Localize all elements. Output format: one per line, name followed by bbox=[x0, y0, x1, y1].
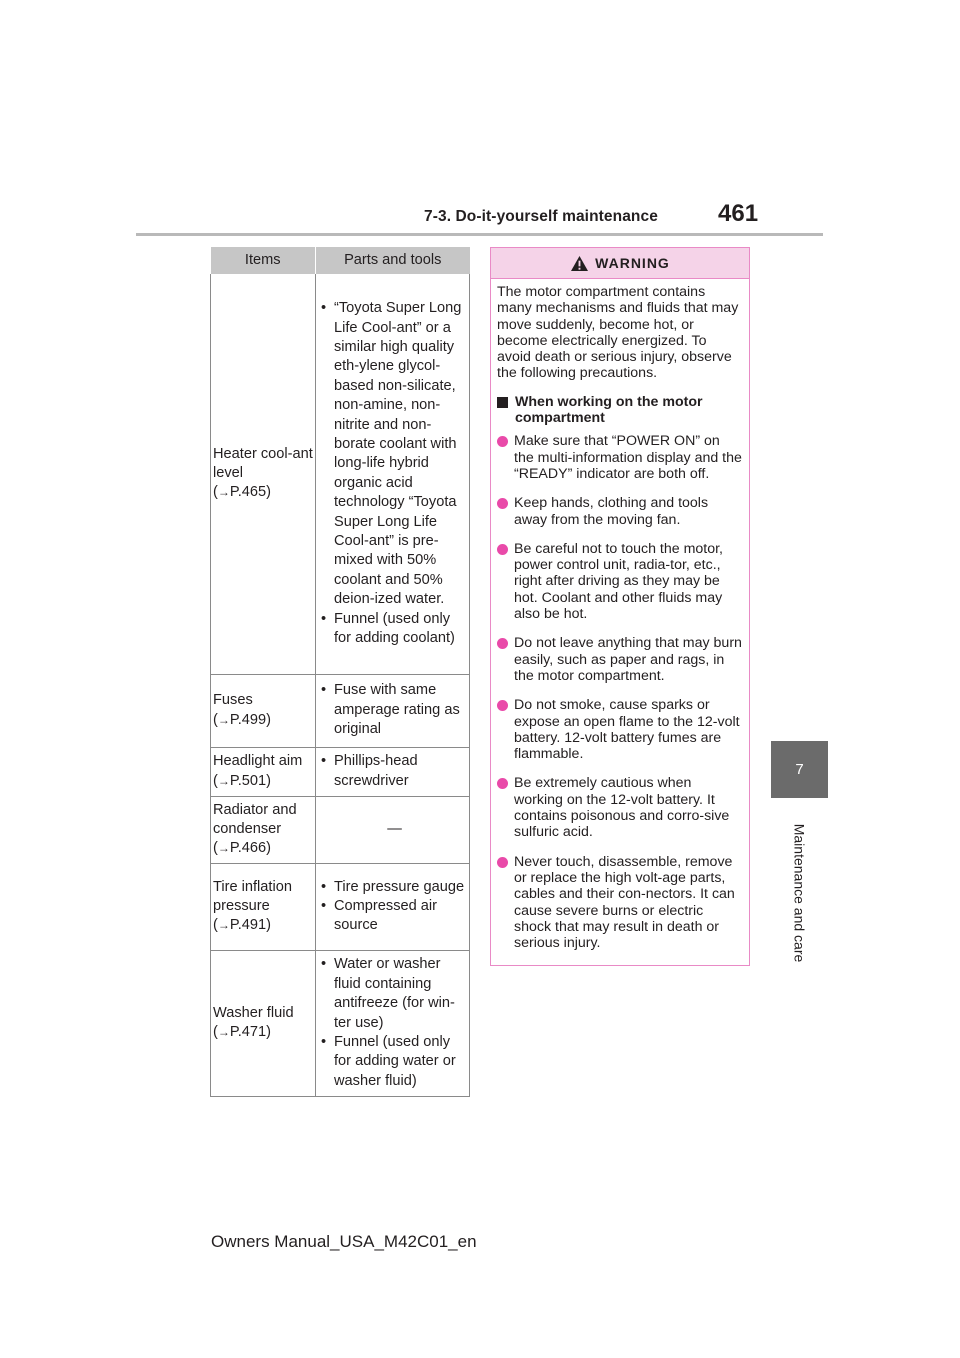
table-header-row bbox=[211, 247, 470, 274]
chapter-number: 7 bbox=[795, 761, 804, 778]
header-rule bbox=[136, 233, 823, 236]
tools-cell bbox=[316, 950, 470, 1096]
arrow-right-icon: → bbox=[217, 1025, 230, 1040]
table-row bbox=[211, 674, 470, 747]
table-row bbox=[211, 274, 470, 674]
item-name: Tire inflation pressure bbox=[213, 878, 292, 915]
item-cell bbox=[211, 674, 316, 747]
arrow-right-icon: → bbox=[217, 485, 230, 500]
page-reference-link[interactable]: (→P.501) bbox=[213, 772, 272, 789]
manual-id-footer: Owners Manual_USA_M42C01_en bbox=[211, 1232, 477, 1251]
circle-bullet-icon bbox=[497, 778, 508, 789]
circle-bullet-icon bbox=[497, 700, 508, 711]
circle-bullet-icon bbox=[497, 498, 508, 509]
tools-cell bbox=[316, 863, 470, 950]
tool-list bbox=[320, 681, 469, 739]
item-cell bbox=[211, 950, 316, 1096]
tools-cell bbox=[316, 274, 470, 674]
item-cell bbox=[211, 796, 316, 863]
item-cell bbox=[211, 274, 316, 674]
list-item: • “Toyota Super Long Life Cool-ant” or a similar high quality eth-ylene glycol-based non-silicate, non-amine, non-nitrite and non-borate coolant with long-life hybrid organic acid technology “Toyota Super Long Life Cool-ant” is pre-mixed with 50% coolant and 50% deion-ized water. bbox=[320, 299, 469, 610]
list-item: • Funnel (used only for adding water or washer fluid) bbox=[320, 1033, 469, 1091]
table-row bbox=[211, 796, 470, 863]
list-item: • Compressed air source bbox=[320, 897, 469, 936]
list-item: Be careful not to touch the motor, power control unit, radia-tor, etc., right after driving as they may be hot. Coolant and other fluids may also be hot. bbox=[497, 541, 743, 622]
list-item: • Phillips-head screwdriver bbox=[320, 752, 469, 791]
arrow-right-icon: → bbox=[217, 918, 230, 933]
column-header-items: Items bbox=[211, 247, 316, 274]
list-item: Never touch, disassemble, remove or replace the high volt-age parts, cables and their con-nectors. It can cause severe burns or electric shock that may result in death or serious injury. bbox=[497, 854, 743, 952]
list-item: Keep hands, clothing and tools away from the moving fan. bbox=[497, 495, 743, 528]
table-row bbox=[211, 863, 470, 950]
tool-list bbox=[320, 299, 469, 648]
circle-bullet-icon bbox=[497, 436, 508, 447]
item-name: Heater cool-ant level bbox=[213, 445, 313, 482]
warning-body bbox=[491, 279, 749, 951]
tool-list bbox=[320, 878, 469, 936]
list-item: Make sure that “POWER ON” on the multi-information display and the “READY” indicator are both off. bbox=[497, 433, 743, 482]
tools-cell bbox=[316, 796, 470, 863]
table-row bbox=[211, 747, 470, 796]
page-reference-link[interactable]: (→P.499) bbox=[213, 711, 272, 728]
page-reference-link[interactable]: (→P.466) bbox=[213, 840, 272, 857]
parts-and-tools-table bbox=[210, 247, 470, 1097]
chapter-tab[interactable] bbox=[771, 741, 828, 798]
warning-box bbox=[490, 247, 750, 966]
page-reference-link[interactable]: (→P.491) bbox=[213, 917, 272, 934]
list-item: • Funnel (used only for adding coolant) bbox=[320, 610, 469, 649]
page-reference-link[interactable]: (→P.471) bbox=[213, 1024, 272, 1041]
chapter-title: Maintenance and care bbox=[791, 823, 808, 962]
tool-list bbox=[320, 955, 469, 1091]
list-item: Do not leave anything that may burn easily, such as paper and rags, in the motor compartment. bbox=[497, 635, 743, 684]
square-bullet-icon bbox=[497, 397, 508, 408]
page-reference-link[interactable]: (→P.465) bbox=[213, 484, 272, 501]
item-cell bbox=[211, 863, 316, 950]
warning-intro: The motor compartment contains many mechanisms and fluids that may move suddenly, become hot, or become electrically energized. To avoid death or serious injury, observe the following precautions. bbox=[497, 284, 739, 382]
no-tools-dash: — bbox=[387, 820, 402, 837]
list-item: • Fuse with same amperage rating as original bbox=[320, 681, 469, 739]
chapter-side-title bbox=[771, 805, 828, 980]
circle-bullet-icon bbox=[497, 638, 508, 649]
arrow-right-icon: → bbox=[217, 841, 230, 856]
arrow-right-icon: → bbox=[217, 712, 230, 727]
section-title: 7-3. Do-it-yourself maintenance bbox=[424, 208, 658, 225]
tools-cell bbox=[316, 747, 470, 796]
item-name: Radiator and condenser bbox=[213, 801, 297, 837]
arrow-right-icon: → bbox=[217, 773, 230, 788]
warning-header bbox=[491, 248, 749, 279]
circle-bullet-icon bbox=[497, 857, 508, 868]
list-item: • Tire pressure gauge bbox=[320, 878, 469, 897]
list-item: Do not smoke, cause sparks or expose an open flame to the 12-volt battery. 12-volt battery fumes are flammable. bbox=[497, 697, 743, 762]
warning-label: WARNING bbox=[595, 255, 670, 271]
item-name: Headlight aim bbox=[213, 753, 303, 770]
list-item: • Water or washer fluid containing antifreeze (for win-ter use) bbox=[320, 955, 469, 1033]
tools-cell bbox=[316, 674, 470, 747]
circle-bullet-icon bbox=[497, 544, 508, 555]
item-name: Fuses bbox=[213, 692, 253, 709]
tool-list bbox=[320, 752, 469, 791]
page-number: 461 bbox=[718, 200, 759, 227]
table-row bbox=[211, 950, 470, 1096]
item-name: Washer fluid bbox=[213, 1004, 294, 1021]
column-header-parts-and-tools: Parts and tools bbox=[316, 247, 470, 274]
item-cell bbox=[211, 747, 316, 796]
warning-subheading: When working on the motor compartment bbox=[497, 394, 743, 427]
list-item: Be extremely cautious when working on the 12-volt battery. It contains poisonous and corro-sive sulfuric acid. bbox=[497, 775, 743, 840]
warning-triangle-icon bbox=[570, 255, 589, 272]
